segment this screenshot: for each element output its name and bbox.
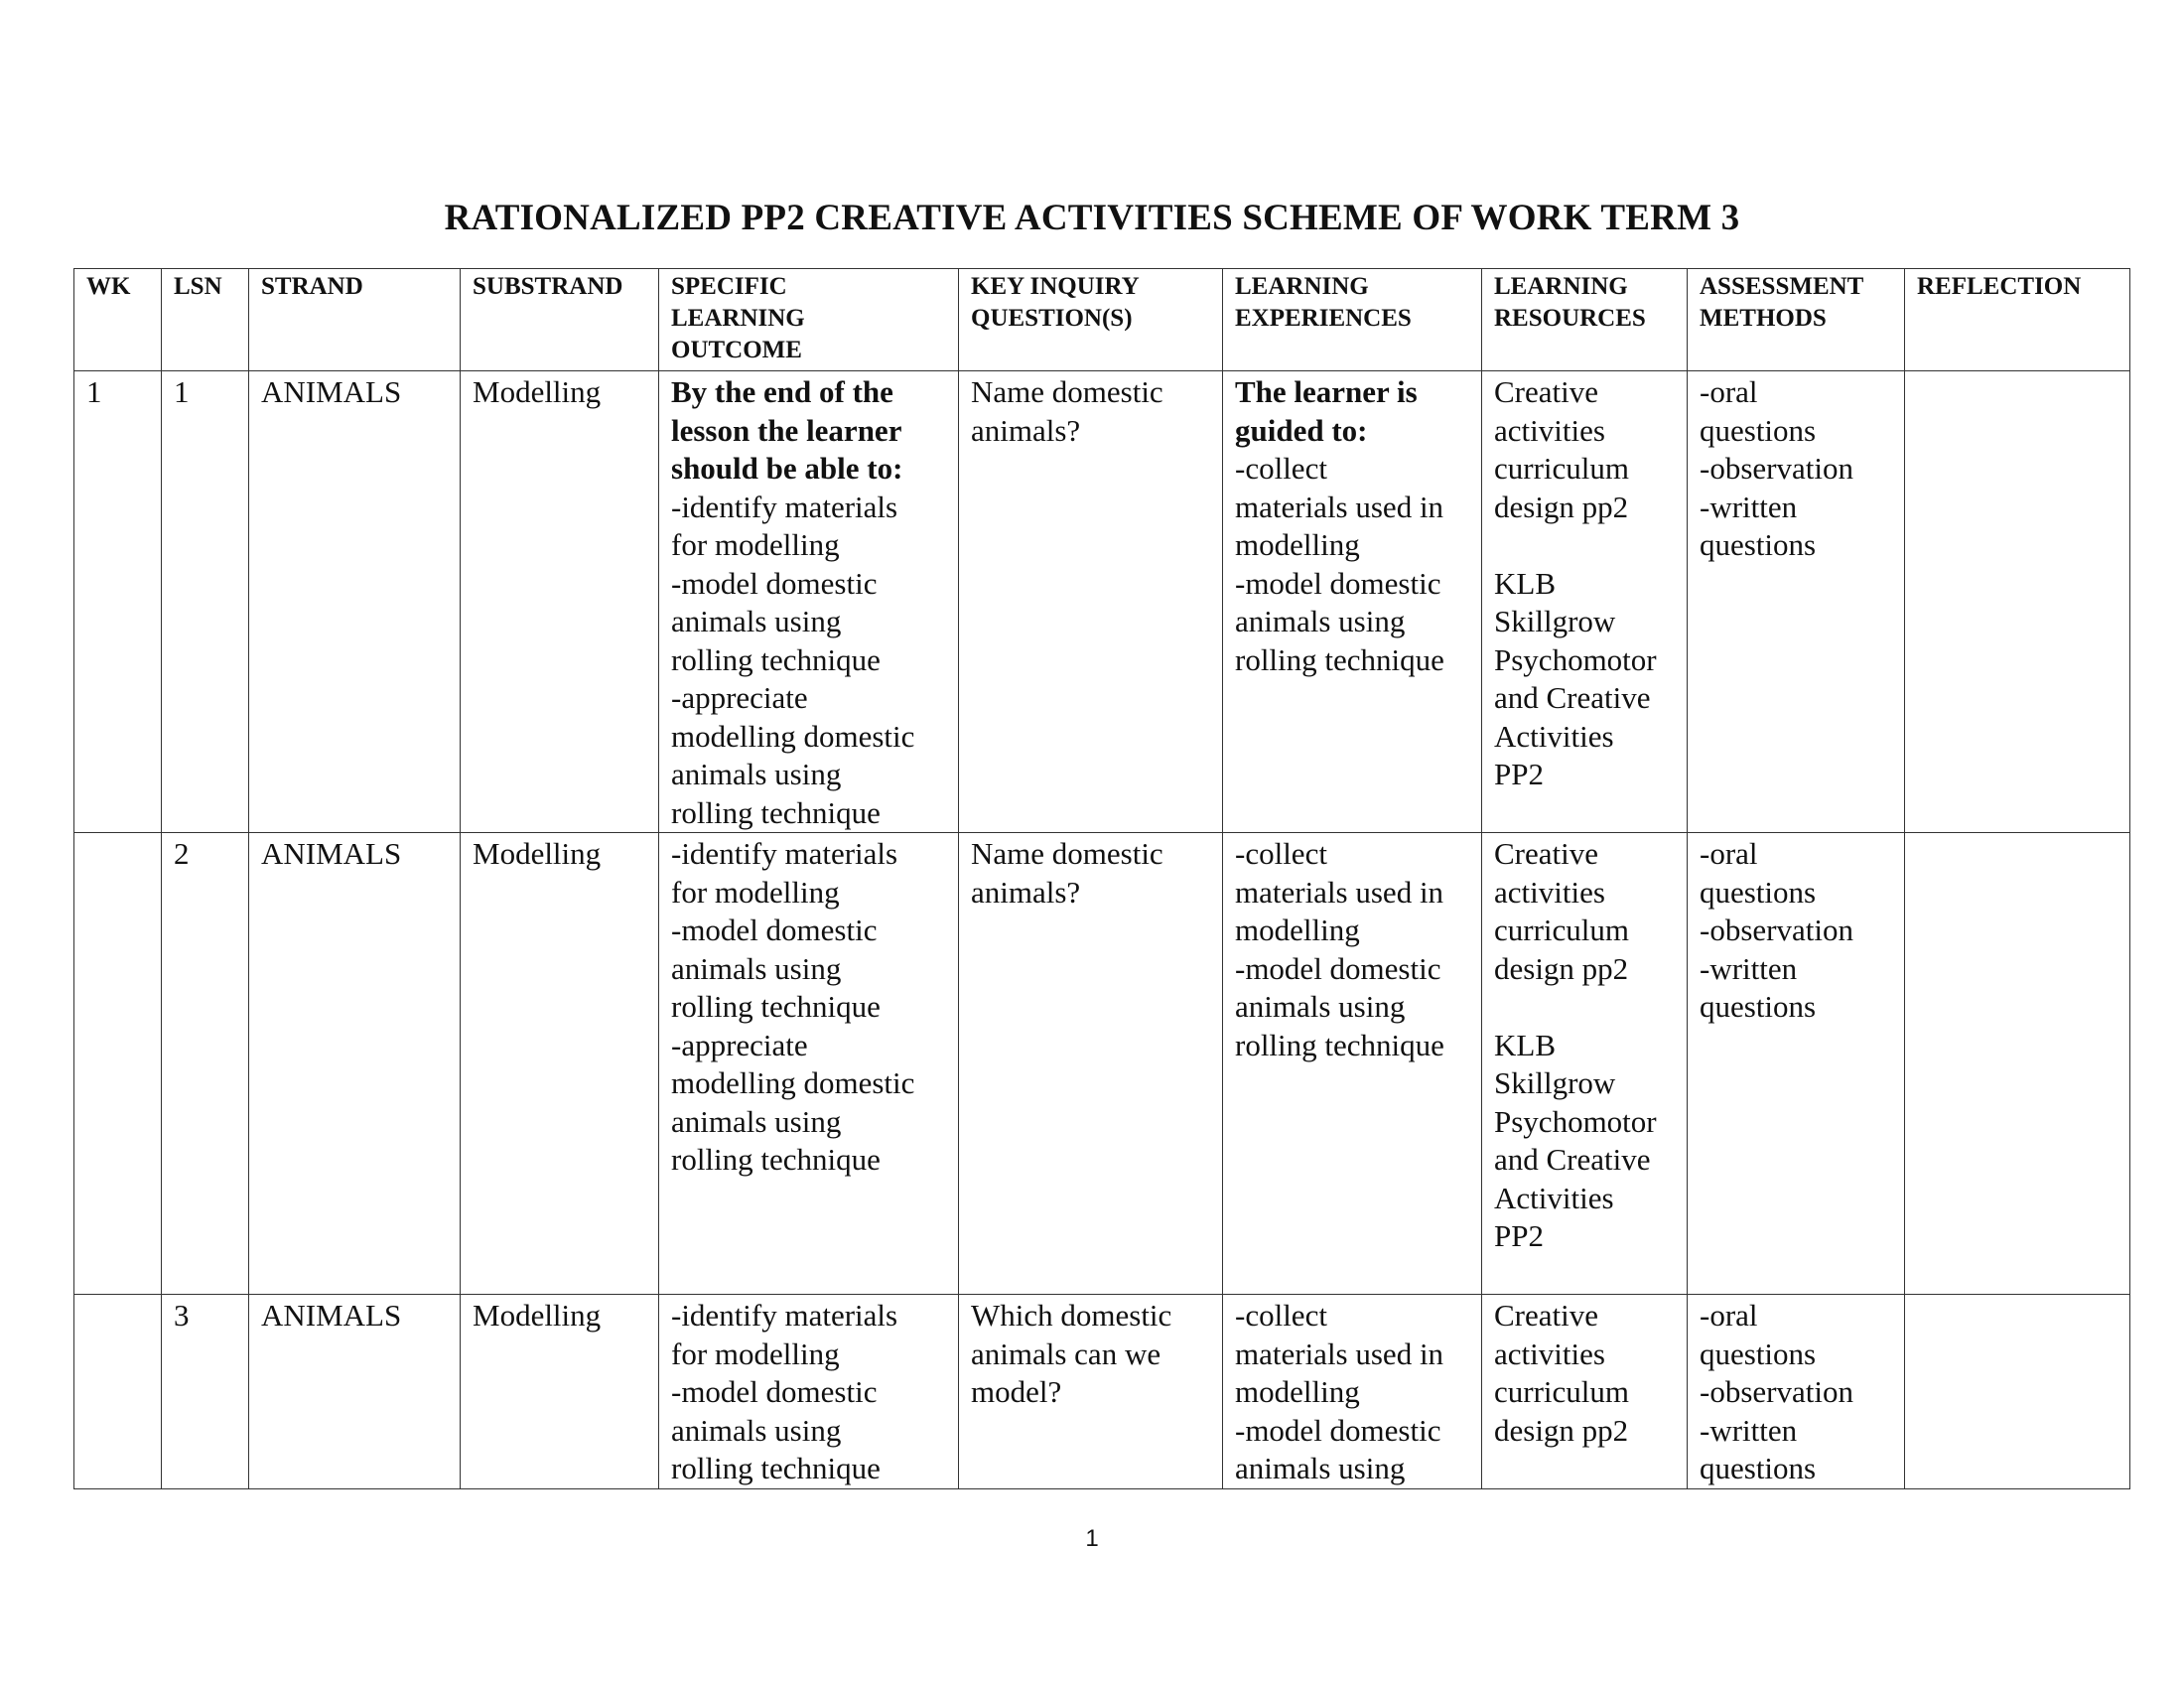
text-line: -model domestic (1235, 1412, 1441, 1448)
text-line: rolling technique (1235, 641, 1444, 677)
text-line: -appreciate (671, 1027, 808, 1062)
experiences-intro (1235, 373, 1469, 450)
text-line: animals using (1235, 604, 1406, 638)
text-line: -observation (1700, 1374, 1853, 1409)
text-line: questions (1700, 527, 1817, 562)
text-line: -collect (1235, 451, 1327, 486)
text-line: SPECIFIC (671, 273, 787, 300)
text-line: rolling technique (671, 1451, 881, 1485)
text-line: Name domestic (971, 836, 1163, 871)
text-line: Name domestic (971, 374, 1163, 409)
text-line: -written (1700, 1412, 1798, 1448)
text-line: -identify materials (671, 1298, 898, 1333)
text-line: Which domestic (971, 1298, 1172, 1333)
cell-resources (1482, 1295, 1688, 1489)
cell-inquiry (959, 833, 1223, 1295)
cell-strand: ANIMALS (249, 1295, 461, 1489)
text-line: animals using (1235, 1451, 1406, 1485)
text-line: animals using (671, 604, 842, 638)
text-line: KLB (1494, 1027, 1556, 1062)
cell-reflection (1905, 371, 2130, 833)
header-outcome (659, 269, 959, 371)
text-line: questions (1700, 874, 1817, 910)
cell-reflection (1905, 1295, 2130, 1489)
text-line: -written (1700, 489, 1798, 524)
text-line: curriculum (1494, 1374, 1630, 1409)
text-line: QUESTION(S) (971, 305, 1133, 332)
text-line: animals? (971, 874, 1081, 910)
text-line: animals using (671, 950, 842, 986)
text-line: rolling technique (671, 1142, 881, 1177)
text-line: EXPERIENCES (1235, 305, 1412, 332)
header-row (74, 269, 2130, 371)
text-line: animals using (671, 1412, 842, 1448)
text-line: animals using (671, 757, 842, 791)
text-line: should be able to: (671, 451, 903, 486)
text-line: -oral (1700, 374, 1758, 409)
resources-textbook (1494, 1027, 1675, 1256)
text-line: -observation (1700, 451, 1853, 486)
text-line: lesson the learner (671, 412, 902, 448)
text-line: Activities (1494, 718, 1614, 754)
text-line: Creative (1494, 836, 1599, 871)
text-line: Creative (1494, 1298, 1599, 1333)
text-line: questions (1700, 412, 1817, 448)
text-line: modelling (1235, 527, 1360, 562)
cell-experiences (1223, 833, 1482, 1295)
text-line: -observation (1700, 913, 1853, 947)
text-line: Creative (1494, 374, 1599, 409)
cell-wk: 1 (74, 371, 162, 833)
resources-textbook (1494, 565, 1675, 794)
scheme-of-work-table (73, 268, 2130, 1489)
resources-curriculum (1494, 1297, 1675, 1450)
text-line: The learner is (1235, 374, 1418, 409)
text-line: LEARNING (1494, 273, 1628, 300)
text-line: materials used in (1235, 1336, 1444, 1371)
header-strand: STRAND (249, 269, 461, 371)
cell-inquiry (959, 1295, 1223, 1489)
text-line: Psychomotor (1494, 1103, 1657, 1139)
cell-assessment (1688, 371, 1905, 833)
text-line: Skillgrow (1494, 1065, 1616, 1100)
text-line: Skillgrow (1494, 604, 1616, 638)
outcome-list (671, 835, 946, 1180)
header-resources (1482, 269, 1688, 371)
experiences-list (1235, 1297, 1469, 1488)
text-line: rolling technique (1235, 1027, 1444, 1062)
cell-reflection (1905, 833, 2130, 1295)
text-line: modelling domestic (671, 1065, 915, 1100)
text-line: for modelling (671, 1336, 840, 1371)
text-line: KLB (1494, 565, 1556, 601)
cell-strand: ANIMALS (249, 833, 461, 1295)
cell-outcome (659, 833, 959, 1295)
text-line: -identify materials (671, 836, 898, 871)
text-line: Activities (1494, 1180, 1614, 1215)
cell-resources (1482, 833, 1688, 1295)
text-line: -written (1700, 950, 1798, 986)
text-line: modelling (1235, 1374, 1360, 1409)
resources-curriculum (1494, 373, 1675, 526)
text-line: -model domestic (1235, 565, 1441, 601)
text-line: animals using (671, 1103, 842, 1139)
text-line: design pp2 (1494, 950, 1629, 986)
text-line: METHODS (1700, 305, 1827, 332)
text-line: animals using (1235, 989, 1406, 1024)
text-line: -collect (1235, 1298, 1327, 1333)
page-title: RATIONALIZED PP2 CREATIVE ACTIVITIES SCHEME OF WORK TERM 3 (444, 198, 1740, 238)
cell-lsn: 3 (162, 1295, 249, 1489)
text-line: KEY INQUIRY (971, 273, 1140, 300)
header-substrand: SUBSTRAND (461, 269, 659, 371)
cell-assessment (1688, 833, 1905, 1295)
text-line: Psychomotor (1494, 641, 1657, 677)
text-line: rolling technique (671, 641, 881, 677)
text-line: LEARNING (671, 305, 805, 332)
text-line: activities (1494, 412, 1605, 448)
text-line: for modelling (671, 527, 840, 562)
text-line: -model domestic (1235, 950, 1441, 986)
header-inquiry (959, 269, 1223, 371)
text-line: -collect (1235, 836, 1327, 871)
text-line: questions (1700, 989, 1817, 1024)
page-number: 1 (1085, 1525, 1099, 1552)
cell-resources (1482, 371, 1688, 833)
text-line: -model domestic (671, 565, 878, 601)
cell-substrand: Modelling (461, 371, 659, 833)
text-line: materials used in (1235, 874, 1444, 910)
text-line: activities (1494, 874, 1605, 910)
cell-outcome (659, 1295, 959, 1489)
text-line: rolling technique (671, 794, 881, 830)
cell-inquiry (959, 371, 1223, 833)
text-line: -oral (1700, 1298, 1758, 1333)
text-line: LEARNING (1235, 273, 1369, 300)
experiences-list (1235, 835, 1469, 1064)
text-line: materials used in (1235, 489, 1444, 524)
text-line: -identify materials (671, 489, 898, 524)
text-line: By the end of the (671, 374, 893, 409)
cell-experiences (1223, 371, 1482, 833)
outcome-intro (671, 373, 946, 489)
text-line: curriculum (1494, 913, 1630, 947)
header-wk: WK (74, 269, 162, 371)
table-row (74, 371, 2130, 833)
text-line: modelling domestic (671, 718, 915, 754)
cell-substrand: Modelling (461, 1295, 659, 1489)
table-row (74, 1295, 2130, 1489)
outcome-list (671, 489, 946, 833)
text-line: RESOURCES (1494, 305, 1646, 332)
cell-substrand: Modelling (461, 833, 659, 1295)
text-line: ASSESSMENT (1700, 273, 1864, 300)
text-line: questions (1700, 1336, 1817, 1371)
text-line: design pp2 (1494, 1412, 1629, 1448)
text-line: -model domestic (671, 913, 878, 947)
cell-experiences (1223, 1295, 1482, 1489)
text-line: OUTCOME (671, 337, 802, 363)
cell-assessment (1688, 1295, 1905, 1489)
cell-wk (74, 833, 162, 1295)
text-line: PP2 (1494, 757, 1544, 791)
header-reflection: REFLECTION (1905, 269, 2130, 371)
cell-wk (74, 1295, 162, 1489)
table-row (74, 833, 2130, 1295)
text-line: PP2 (1494, 1218, 1544, 1253)
text-line: curriculum (1494, 451, 1630, 486)
text-line: activities (1494, 1336, 1605, 1371)
text-line: for modelling (671, 874, 840, 910)
text-line: modelling (1235, 913, 1360, 947)
outcome-list (671, 1297, 946, 1488)
cell-lsn: 1 (162, 371, 249, 833)
cell-outcome (659, 371, 959, 833)
text-line: animals can we (971, 1336, 1161, 1371)
resources-curriculum (1494, 835, 1675, 988)
text-line: model? (971, 1374, 1062, 1409)
text-line: -oral (1700, 836, 1758, 871)
text-line: -model domestic (671, 1374, 878, 1409)
cell-lsn: 2 (162, 833, 249, 1295)
text-line: -appreciate (671, 680, 808, 715)
text-line: design pp2 (1494, 489, 1629, 524)
text-line: animals? (971, 412, 1081, 448)
text-line: and Creative (1494, 1142, 1651, 1177)
experiences-list (1235, 450, 1469, 679)
cell-strand: ANIMALS (249, 371, 461, 833)
text-line: guided to: (1235, 412, 1368, 448)
text-line: and Creative (1494, 680, 1651, 715)
text-line: questions (1700, 1451, 1817, 1485)
header-assessment (1688, 269, 1905, 371)
text-line: rolling technique (671, 989, 881, 1024)
header-lsn: LSN (162, 269, 249, 371)
header-experiences (1223, 269, 1482, 371)
